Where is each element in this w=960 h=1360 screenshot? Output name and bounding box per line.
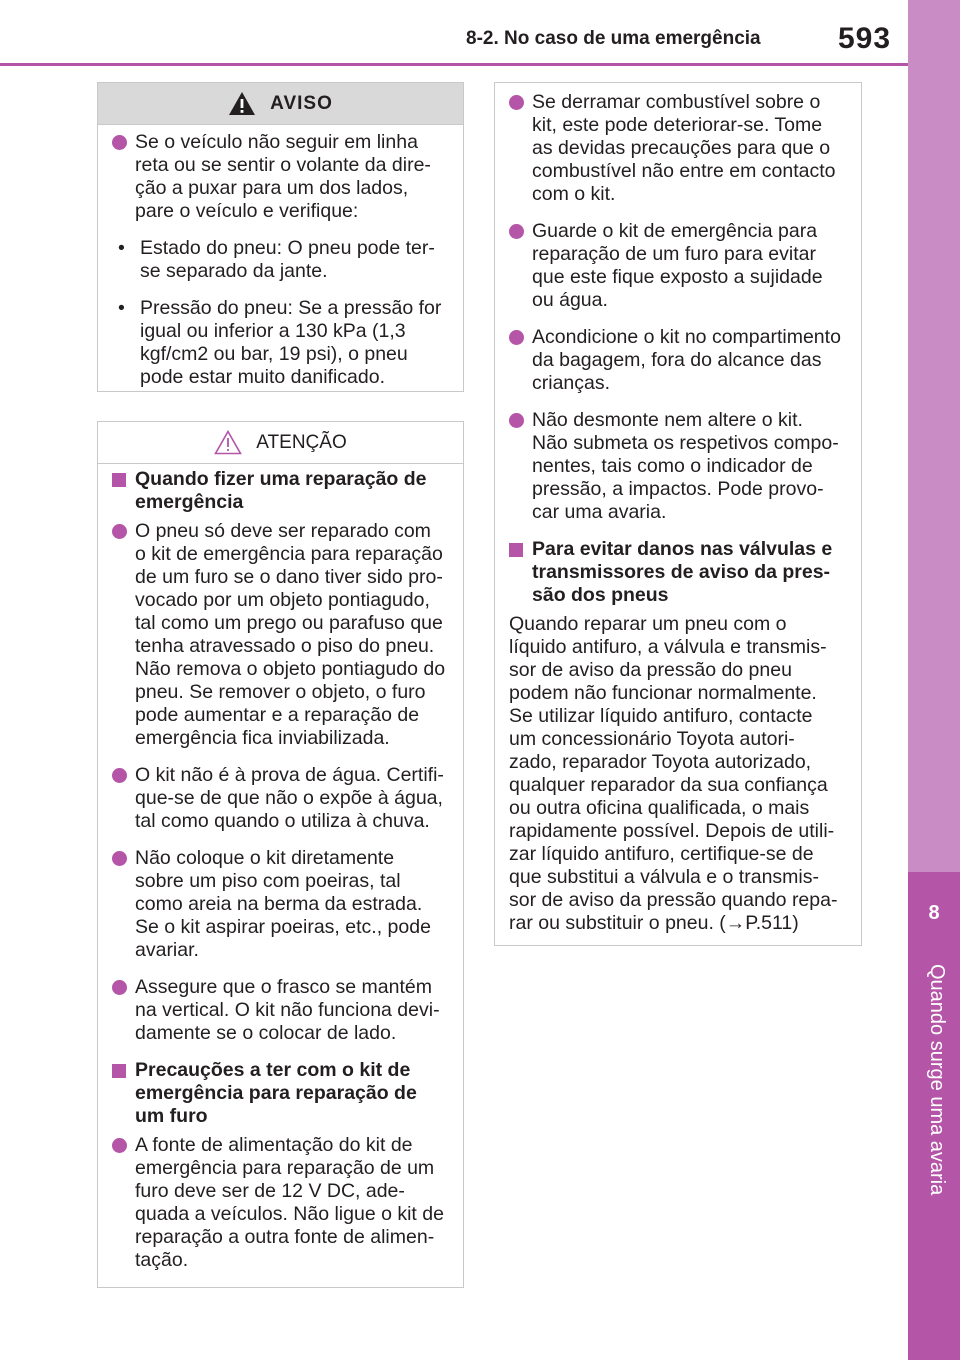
bullet-dot-icon bbox=[112, 135, 127, 150]
atencao-title: ATENÇÃO bbox=[256, 431, 347, 453]
item-text: A fonte de alimentação do kit de emergência para reparação de um furo deve ser de 12 V DC, ade- quada a veículos. Não ligue o kit de reparação a outra fonte de alimen- tação. bbox=[135, 1134, 444, 1271]
item-text: Não coloque o kit diretamente sobre um piso com poeiras, tal como areia na berma da estrada. Se o kit aspirar poeiras, etc., pode avariar. bbox=[135, 847, 431, 961]
atencao-body bbox=[98, 464, 463, 1280]
aviso-body bbox=[98, 125, 463, 397]
section-title: 8-2. No caso de uma emergência bbox=[466, 28, 761, 49]
item-text: Guarde o kit de emergência para reparação de um furo para evitar que este fique exposto a sujidade ou água. bbox=[532, 220, 823, 311]
caution-icon bbox=[214, 430, 242, 455]
aviso-header bbox=[98, 83, 463, 125]
atencao-box bbox=[97, 421, 464, 1288]
bullet-dot-icon bbox=[509, 95, 524, 110]
bullet-dot-icon bbox=[509, 224, 524, 239]
bullet-dot-icon bbox=[509, 413, 524, 428]
list-item bbox=[509, 91, 847, 206]
bullet-dot-icon bbox=[112, 980, 127, 995]
list-item bbox=[509, 326, 847, 395]
list-item bbox=[112, 131, 449, 223]
list-item bbox=[112, 1134, 449, 1272]
item-text: Pressão do pneu: Se a pressão for igual ou inferior a 130 kPa (1,3 kgf/cm2 ou bar, 19 psi), o pneu pode estar muito danificado. bbox=[140, 297, 442, 388]
section-heading bbox=[112, 468, 449, 514]
page-number: 593 bbox=[838, 22, 892, 55]
bullet-mark: • bbox=[118, 297, 125, 319]
item-text: Estado do pneu: O pneu pode ter- se separado da jante. bbox=[140, 237, 435, 282]
list-item bbox=[112, 764, 449, 833]
continuation-box bbox=[494, 82, 862, 946]
list-item bbox=[112, 847, 449, 962]
chapter-tab bbox=[908, 872, 960, 1360]
aviso-box bbox=[97, 82, 464, 392]
square-bullet-icon bbox=[112, 1064, 126, 1078]
heading-text: Para evitar danos nas válvulas e transmissores de aviso da pres- são dos pneus bbox=[532, 538, 833, 606]
item-text: Se o veículo não seguir em linha reta ou se sentir o volante da dire- ção a puxar para um dos lados, pare o veículo e verifique: bbox=[135, 131, 431, 222]
square-bullet-icon bbox=[112, 473, 126, 487]
section-heading bbox=[112, 1059, 449, 1128]
bullet-dot-icon bbox=[112, 768, 127, 783]
item-text: Assegure que o frasco se mantém na vertical. O kit não funciona devi- damente se o colocar de lado. bbox=[135, 976, 440, 1044]
warning-icon bbox=[228, 91, 256, 116]
list-item bbox=[112, 976, 449, 1045]
aviso-title: AVISO bbox=[270, 92, 333, 114]
square-bullet-icon bbox=[509, 543, 523, 557]
list-item bbox=[509, 409, 847, 524]
sub-list-item bbox=[112, 297, 449, 389]
header-rule bbox=[0, 63, 908, 66]
item-text: Se derramar combustível sobre o kit, este pode deteriorar-se. Tome as devidas precauções para que o combustível não entre em contacto com o kit. bbox=[532, 91, 836, 205]
item-text: O pneu só deve ser reparado com o kit de emergência para reparação de um furo se o dano tiver sido pro- vocado por um objeto pontiagudo, tal como um prego ou parafuso que tenha atravessado o piso do pneu. Não remova o objeto pontiagudo do pneu. Se remover o objeto, o furo pode aumentar e a reparação de emergência fica inviabilizada. bbox=[135, 520, 446, 749]
atencao-header bbox=[98, 422, 463, 464]
bullet-dot-icon bbox=[112, 851, 127, 866]
chapter-number: 8 bbox=[928, 902, 940, 924]
heading-text: Precauções a ter com o kit de emergência para reparação de um furo bbox=[135, 1059, 417, 1127]
bullet-dot-icon bbox=[112, 1138, 127, 1153]
sub-list-item bbox=[112, 237, 449, 283]
bullet-dot-icon bbox=[509, 330, 524, 345]
item-text: Não desmonte nem altere o kit. Não submeta os respetivos compo- nentes, tais como o indicador de pressão, a impactos. Pode provo- car uma avaria. bbox=[532, 409, 839, 523]
paragraph: Quando reparar um pneu com o líquido antifuro, a válvula e transmis- sor de aviso da pressão do pneu podem não funcionar normalmente. Se utilizar líquido antifuro, contacte um concessionário Toyota autori- zado, reparador Toyota autorizado, qualquer reparador da sua confiança ou outra oficina qualificada, o mais rapidamente possível. Depois de utili- zar líquido antifuro, certifique-se de que substitui a válvula e o transmis- sor de aviso da pressão quando repa- rar ou substituir o pneu. (→P.511) bbox=[509, 613, 838, 934]
item-text: Acondicione o kit no compartimento da bagagem, fora do alcance das crianças. bbox=[532, 326, 841, 394]
continuation-body bbox=[495, 83, 861, 943]
list-item bbox=[112, 520, 449, 750]
item-text: O kit não é à prova de água. Certifi- que-se de que não o expõe à água, tal como quando o utiliza à chuva. bbox=[135, 764, 444, 832]
bullet-dot-icon bbox=[112, 524, 127, 539]
bullet-mark: • bbox=[118, 237, 125, 259]
heading-text: Quando fizer uma reparação de emergência bbox=[135, 468, 427, 513]
list-item bbox=[509, 220, 847, 312]
chapter-title: Quando surge uma avaria bbox=[926, 964, 948, 1196]
section-heading bbox=[509, 538, 847, 607]
